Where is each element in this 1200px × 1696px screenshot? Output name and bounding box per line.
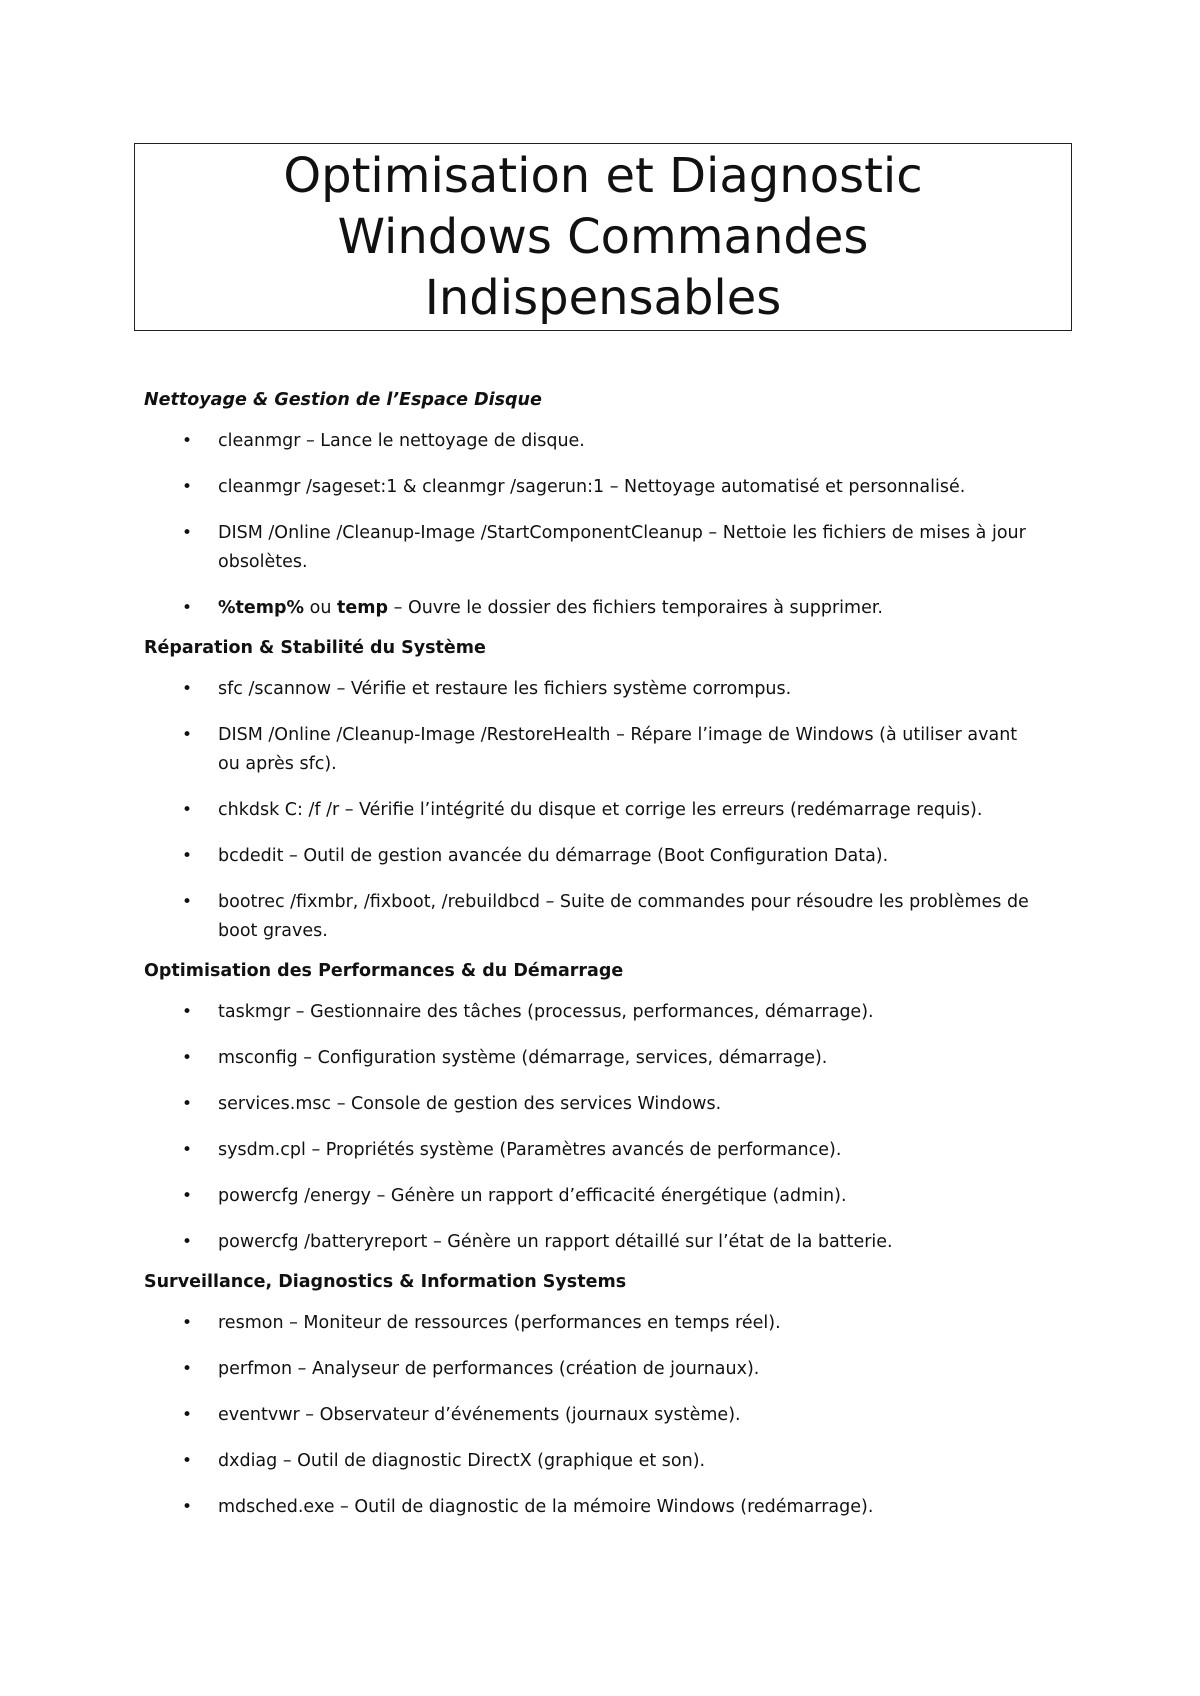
item-command-temp-var: %temp% xyxy=(218,598,305,618)
list-item xyxy=(144,721,1074,779)
bullet-icon: • xyxy=(182,1048,193,1068)
section-heading-repair: Réparation & Stabilité du Système xyxy=(144,638,486,658)
section-heading-performance: Optimisation des Performances & du Démarrage xyxy=(144,961,624,981)
bullet-icon: • xyxy=(182,598,193,618)
list-item xyxy=(144,594,1074,623)
bullet-icon: • xyxy=(182,523,193,543)
bullet-icon: • xyxy=(182,679,193,699)
list-monitoring xyxy=(144,1309,1074,1522)
item-text: sfc /scannow – Vérifie et restaure les fichiers système corrompus. xyxy=(218,679,792,699)
bullet-icon: • xyxy=(182,1405,193,1425)
list-item xyxy=(144,1401,1074,1430)
list-item xyxy=(144,1309,1074,1338)
list-item xyxy=(144,842,1074,871)
bullet-icon: • xyxy=(182,1094,193,1114)
bullet-icon: • xyxy=(182,892,193,912)
bullet-icon: • xyxy=(182,846,193,866)
item-text: perfmon – Analyseur de performances (création de journaux). xyxy=(218,1359,760,1379)
item-text: cleanmgr /sageset:1 & cleanmgr /sagerun:1 – Nettoyage automatisé et personnalisé. xyxy=(218,477,966,497)
title-line-3: Indispensables xyxy=(424,269,782,326)
bullet-icon: • xyxy=(182,477,193,497)
item-text-or: ou xyxy=(309,598,332,618)
list-item xyxy=(144,1447,1074,1476)
item-text-continued: obsolètes. xyxy=(218,552,308,572)
item-text: cleanmgr – Lance le nettoyage de disque. xyxy=(218,431,585,451)
item-text: powercfg /batteryreport – Génère un rapport détaillé sur l’état de la batterie. xyxy=(218,1232,893,1252)
list-item xyxy=(144,1044,1074,1073)
list-disk-cleanup xyxy=(144,427,1074,623)
item-text: msconfig – Configuration système (démarrage, services, démarrage). xyxy=(218,1048,828,1068)
list-item xyxy=(144,888,1074,946)
item-text: – Ouvre le dossier des fichiers temporaires à supprimer. xyxy=(393,598,883,618)
item-text: bootrec /fixmbr, /fixboot, /rebuildbcd – Suite de commandes pour résoudre les problèmes de xyxy=(218,892,1029,912)
bullet-icon: • xyxy=(182,1232,193,1252)
bullet-icon: • xyxy=(182,725,193,745)
bullet-icon: • xyxy=(182,431,193,451)
bullet-icon: • xyxy=(182,1497,193,1517)
item-text-continued: ou après sfc). xyxy=(218,754,337,774)
item-text: resmon – Moniteur de ressources (performances en temps réel). xyxy=(218,1313,781,1333)
item-text: powercfg /energy – Génère un rapport d’efficacité énergétique (admin). xyxy=(218,1186,847,1206)
list-item xyxy=(144,1228,1074,1257)
list-item xyxy=(144,1493,1074,1522)
title-line-2: Windows Commandes xyxy=(337,208,869,265)
bullet-icon: • xyxy=(182,1451,193,1471)
list-item xyxy=(144,998,1074,1027)
bullet-icon: • xyxy=(182,800,193,820)
item-command-temp: temp xyxy=(337,598,389,618)
item-text: DISM /Online /Cleanup-Image /StartComponentCleanup – Nettoie les fichiers de mises à jour xyxy=(218,523,1026,543)
item-text: services.msc – Console de gestion des services Windows. xyxy=(218,1094,722,1114)
item-text: taskmgr – Gestionnaire des tâches (processus, performances, démarrage). xyxy=(218,1002,874,1022)
bullet-icon: • xyxy=(182,1359,193,1379)
item-text: sysdm.cpl – Propriétés système (Paramètres avancés de performance). xyxy=(218,1140,842,1160)
list-item xyxy=(144,473,1074,502)
item-text: bcdedit – Outil de gestion avancée du démarrage (Boot Configuration Data). xyxy=(218,846,889,866)
document-content xyxy=(144,388,1074,1522)
section-heading-monitoring: Surveillance, Diagnostics & Information Systems xyxy=(144,1272,627,1292)
item-text: mdsched.exe – Outil de diagnostic de la mémoire Windows (redémarrage). xyxy=(218,1497,874,1517)
item-text: eventvwr – Observateur d’événements (journaux système). xyxy=(218,1405,741,1425)
item-text: chkdsk C: /f /r – Vérifie l’intégrité du disque et corrige les erreurs (redémarrage requis). xyxy=(218,800,983,820)
list-repair xyxy=(144,675,1074,946)
bullet-icon: • xyxy=(182,1186,193,1206)
item-text: DISM /Online /Cleanup-Image /RestoreHealth – Répare l’image de Windows (à utiliser avant xyxy=(218,725,1018,745)
list-item xyxy=(144,1136,1074,1165)
list-item xyxy=(144,1355,1074,1384)
item-text-continued: boot graves. xyxy=(218,921,328,941)
list-item xyxy=(144,427,1074,456)
list-item xyxy=(144,675,1074,704)
title-line-1: Optimisation et Diagnostic xyxy=(283,147,923,204)
list-item xyxy=(144,796,1074,825)
list-performance xyxy=(144,998,1074,1257)
bullet-icon: • xyxy=(182,1002,193,1022)
bullet-icon: • xyxy=(182,1313,193,1333)
bullet-icon: • xyxy=(182,1140,193,1160)
title-box xyxy=(134,143,1072,331)
list-item xyxy=(144,1090,1074,1119)
list-item xyxy=(144,1182,1074,1211)
list-item xyxy=(144,519,1074,577)
section-heading-disk-cleanup: Nettoyage & Gestion de l’Espace Disque xyxy=(144,390,542,410)
item-text: dxdiag – Outil de diagnostic DirectX (graphique et son). xyxy=(218,1451,706,1471)
